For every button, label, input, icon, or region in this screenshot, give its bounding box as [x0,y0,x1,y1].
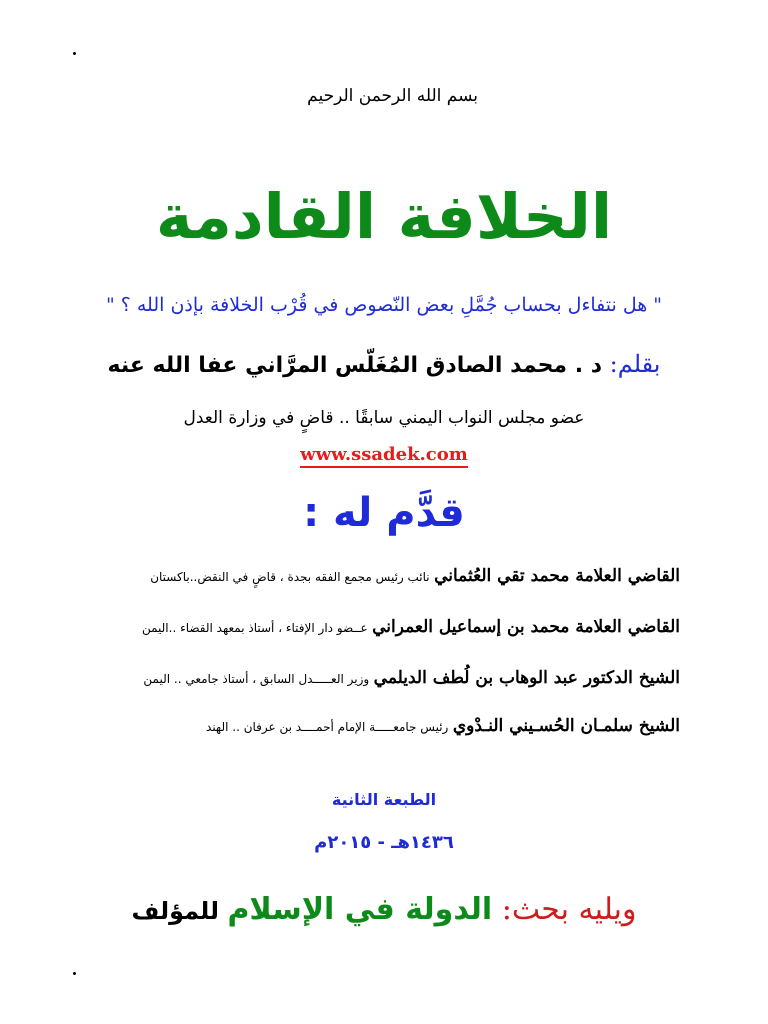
author-prefix: بقلم: [602,350,661,378]
recommender-name: الشيخ الدكتور عبد الوهاب بن لُطف الديلمي [373,668,680,688]
recommender-name: القاضي العلامة محمد بن إسماعيل العمراني [372,617,680,637]
corner-mark-top [73,52,76,55]
website-link[interactable]: www.ssadek.com [300,444,468,468]
recommender-name: القاضي العلامة محمد تقي العُثماني [434,566,680,586]
recommender-item [143,668,680,688]
author-name: د . محمد الصادق المُغَلّس المرَّاني عفا الله عنه [107,353,603,378]
recommender-item [150,566,680,586]
followed-by-suffix: للمؤلف [131,897,228,925]
author-position: عضو مجلس النواب اليمني سابقًا .. قاضٍ في وزارة العدل [183,408,585,428]
followed-by-prefix: ويليه بحث: [492,892,637,927]
edition-label: الطبعة الثانية [331,790,437,809]
recommender-item [142,617,680,637]
publication-date: ١٤٣٦هـ - ٢٠١٥م [314,832,454,853]
recommender-name: الشيخ سلمـان الحُسـيني النـدْوي [452,716,680,736]
basmala: بسم الله الرحمن الرحيم [307,86,478,106]
recommender-desc: وزير العـــــدل السابق ، أستاذ جامعي .. اليمن [143,672,370,686]
followed-by-line [0,892,768,927]
recommender-desc: عــضو دار الإفتاء ، أستاذ بمعهد القضاء ..اليمن [141,621,368,635]
presented-by-heading: قدَّم له : [303,490,465,536]
followed-by-title: الدولة في الإسلام [227,892,493,927]
website-line [0,444,768,465]
book-subtitle: " هل نتفاءل بحساب جُمَّلِ بعض النّصوص في قُرْب الخلافة بإذن الله ؟ " [105,294,663,316]
recommender-desc: رئيس جامعـــــة الإمام أحمــــد بن عرفان .. الهند [206,720,449,734]
recommender-desc: نائب رئيس مجمع الفقه بجدة ، قاضٍ في النقض..باكستان [150,570,430,584]
recommender-item [206,716,680,736]
author-line [0,350,768,378]
book-title: الخلافة القادمة [155,180,613,253]
corner-mark-bottom [73,972,76,975]
